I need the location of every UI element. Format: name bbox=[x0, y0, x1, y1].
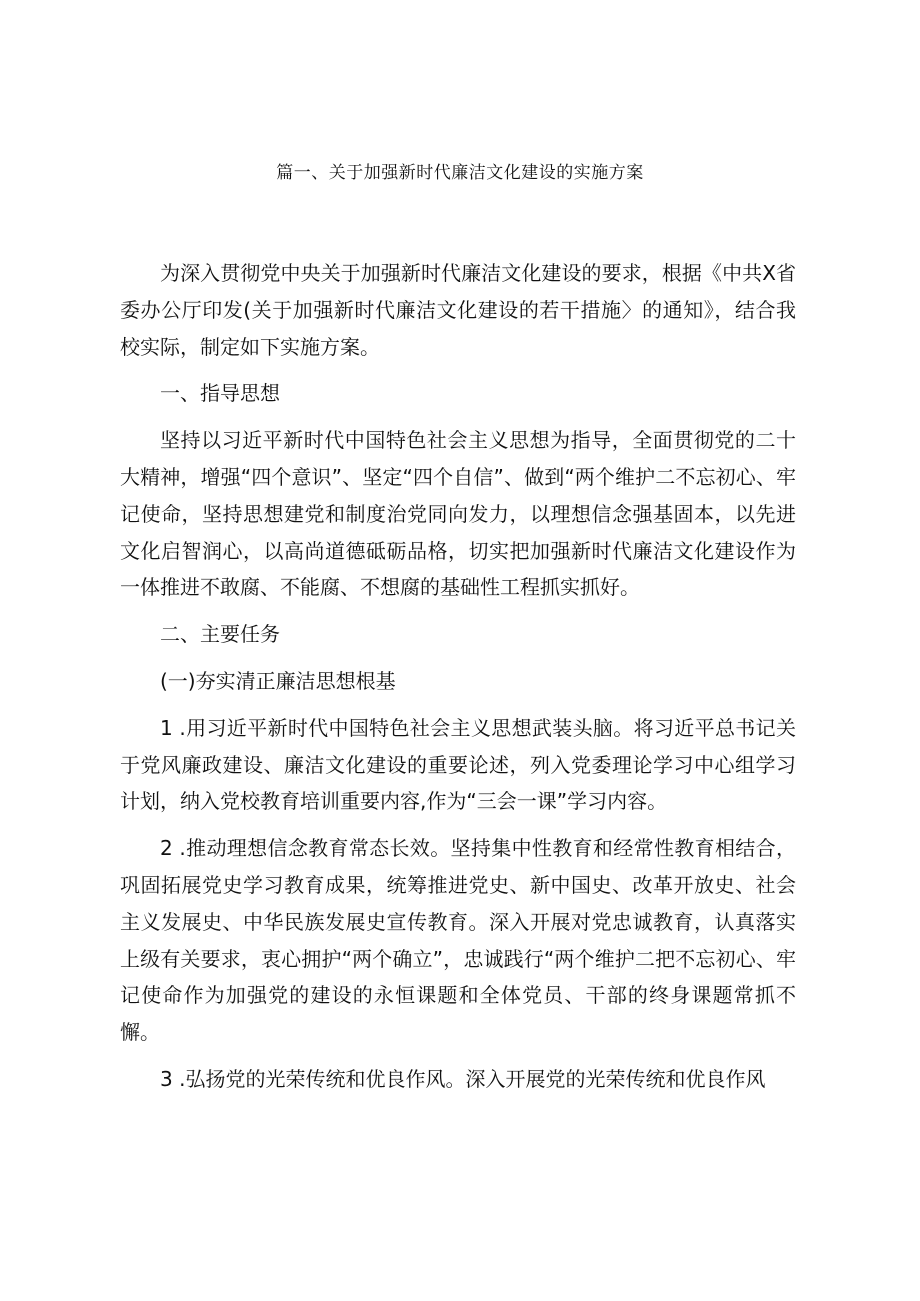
document-title: 篇一、关于加强新时代廉洁文化建设的实施方案 bbox=[276, 163, 644, 183]
document-body bbox=[120, 255, 796, 1098]
guiding-thought-paragraph: 坚持以习近平新时代中国特色社会主义思想为指导，全面贯彻党的二十大精神，增强“四个意识”、坚定“四个自信”、做到“两个维护二不忘初心、牢记使命，坚持思想建党和制度治党同向发力，以理想信念强基固本，以先进文化启智润心，以高尚道德砥砺品格，切实把加强新时代廉洁文化建设作为一体推进不敢腐、不能腐、不想腐的基础性工程抓实抓好。 bbox=[120, 428, 796, 600]
task-item-3: 3 .弘扬党的光荣传统和优良作风。深入开展党的光荣传统和优良作风 bbox=[160, 1066, 766, 1091]
intro-paragraph: 为深入贯彻党中央关于加强新时代廉洁文化建设的要求，根据《中共X省委办公厅印发(关于加强新时代廉洁文化建设的若干措施〉的通知》，结合我校实际，制定如下实施方案。 bbox=[120, 261, 796, 359]
subsection-heading: (一)夯实清正廉洁思想根基 bbox=[160, 668, 396, 693]
section-heading-guiding-thought: 一、指导思想 bbox=[160, 381, 280, 406]
task-item-2: 2 .推动理想信念教育常态长效。坚持集中性教育和经常性教育相结合，巩固拓展党史学习教育成果，统筹推进党史、新中国史、改革开放史、社会主义发展史、中华民族发展史宣传教育。深入开展对党忠诚教育，认真落实上级有关要求，衷心拥护“两个确立”，忠诚践行“两个维护二把不忘初心、牢记使命作为加强党的建设的永恒课题和全体党员、干部的终身课题常抓不懈。 bbox=[120, 836, 796, 1045]
task-item-1: 1 .用习近平新时代中国特色社会主义思想武装头脑。将习近平总书记关于党风廉政建设、廉洁文化建设的重要论述，列入党委理论学习中心组学习计划，纳入党校教育培训重要内容,作为“三会一课”学习内容。 bbox=[120, 715, 796, 814]
section-heading-main-tasks: 二、主要任务 bbox=[160, 622, 280, 647]
